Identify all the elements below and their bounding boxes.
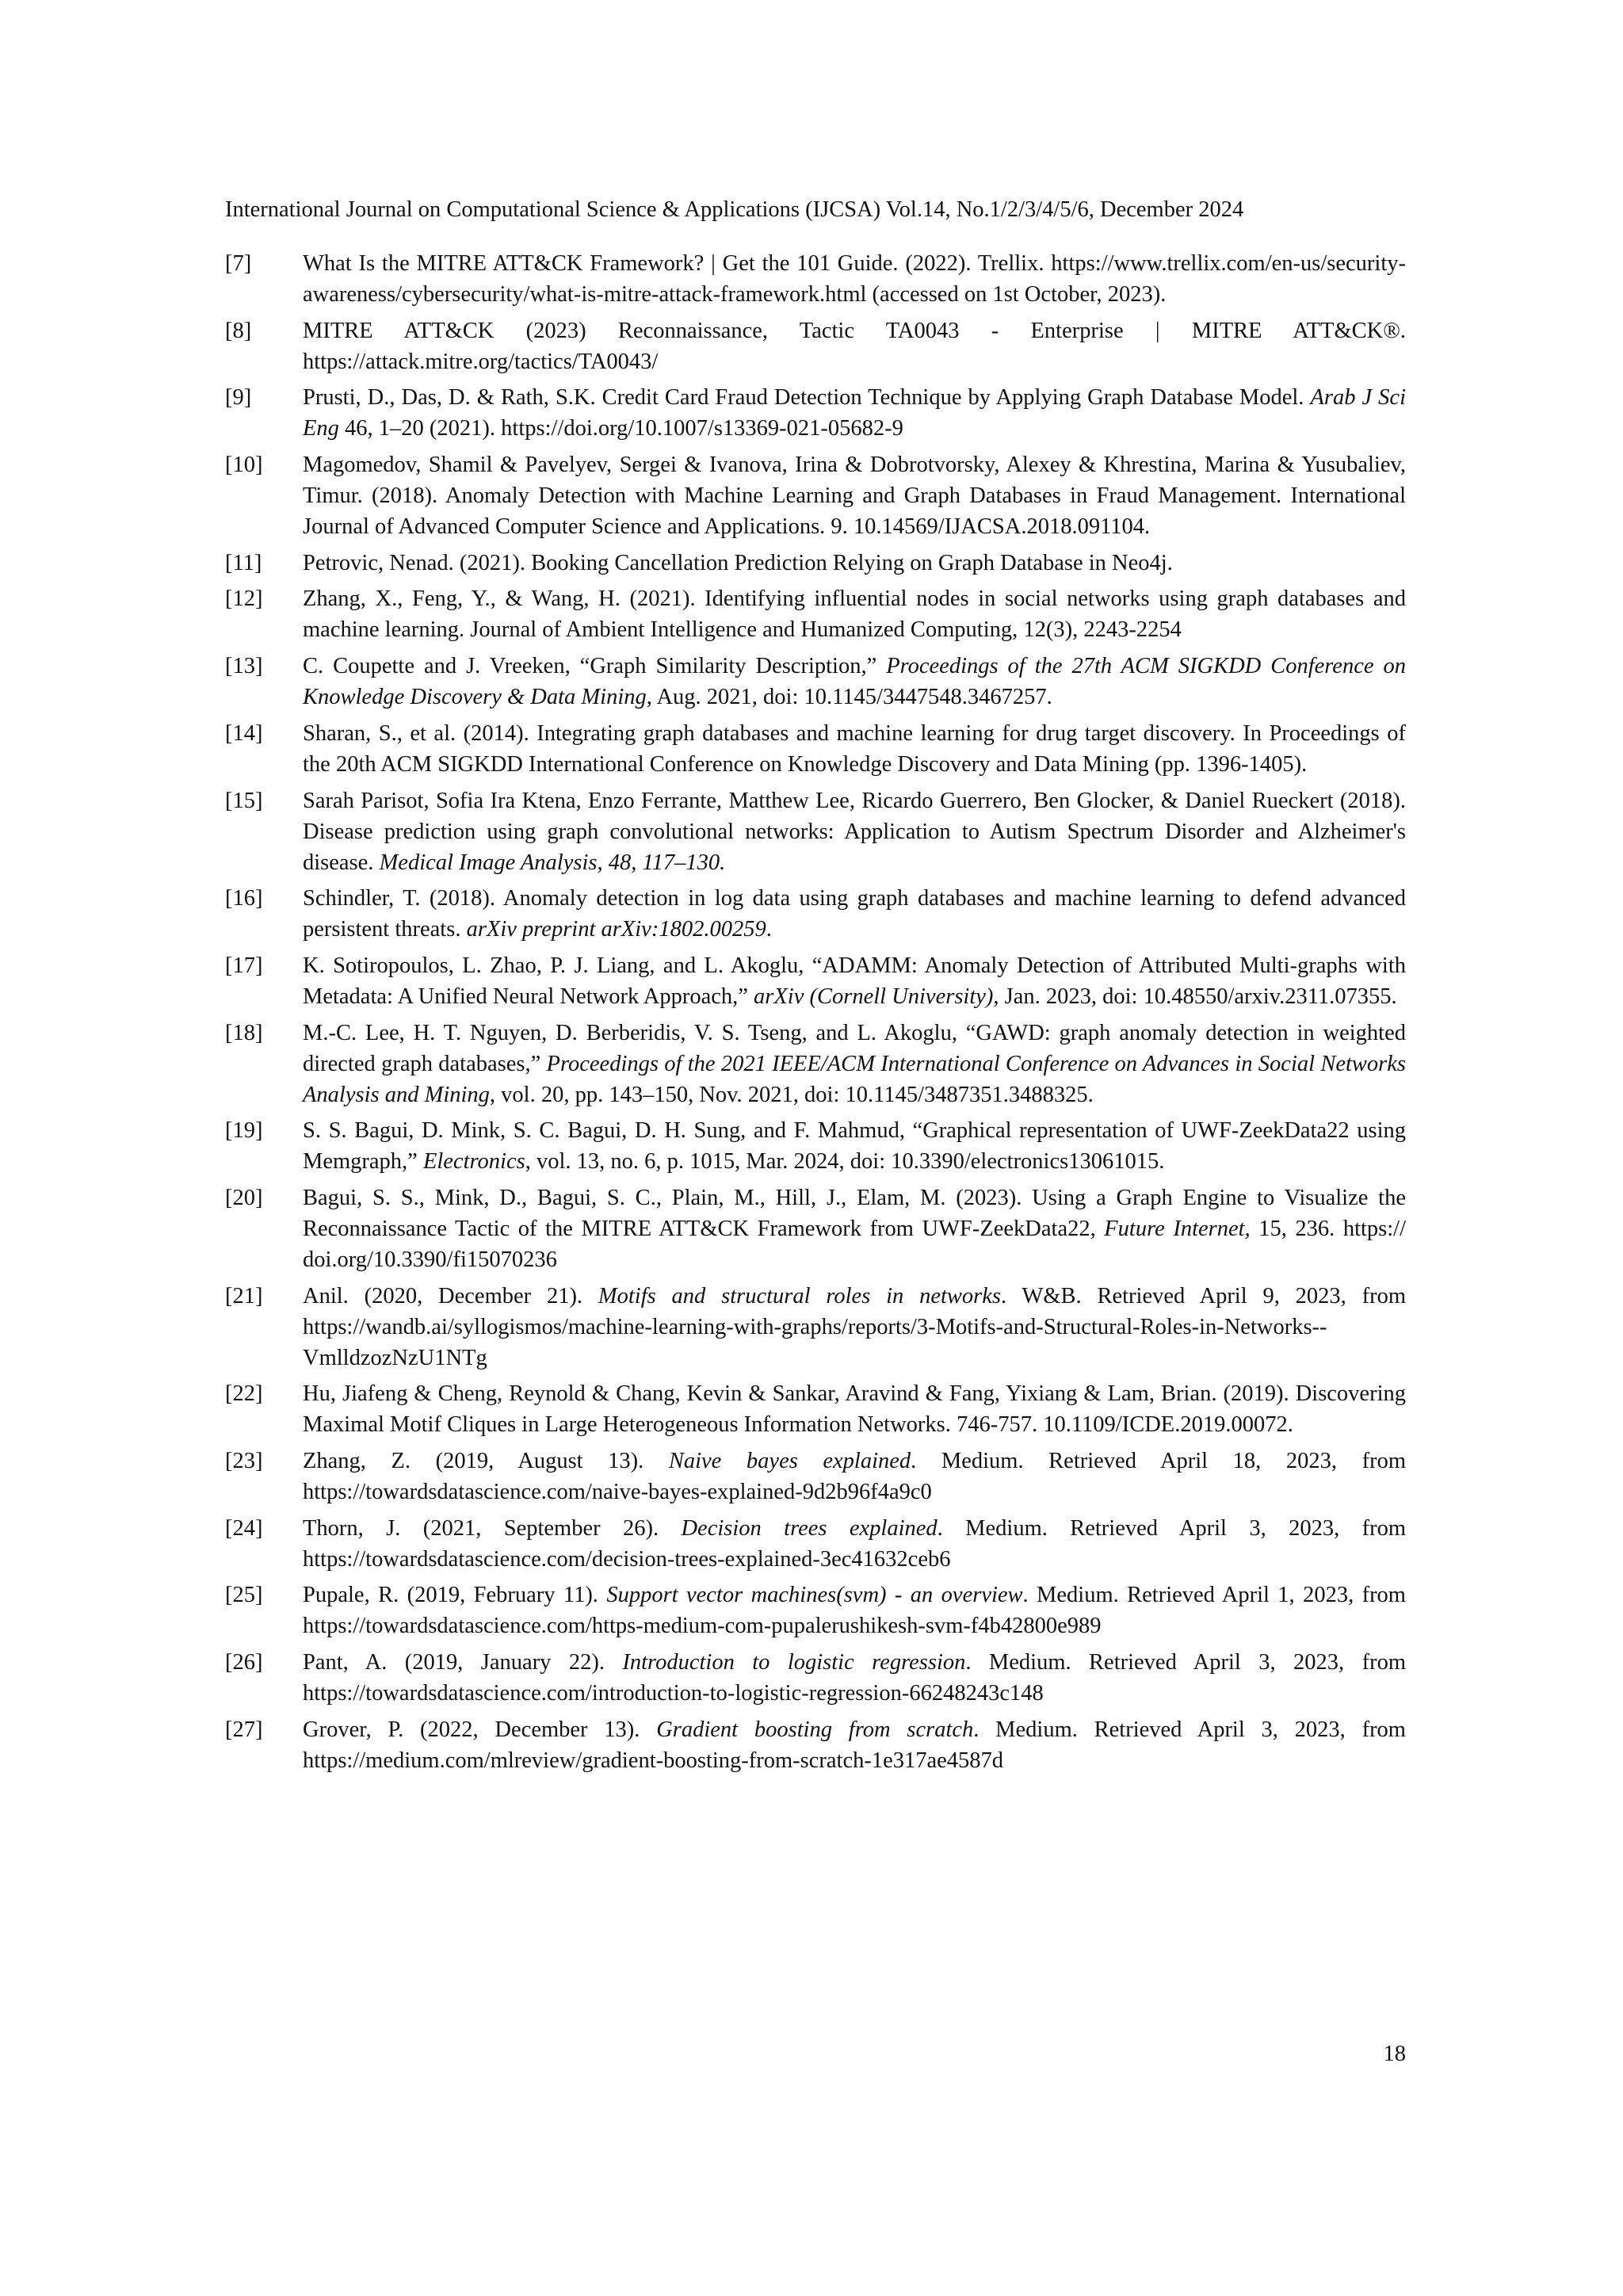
reference-segment: Zhang, Z. (2019, August 13). (303, 1449, 669, 1473)
reference-number: [25] (225, 1583, 263, 1608)
reference-segment: Sharan, S., et al. (2014). Integrating graph databases and machine learning for drug target discovery. In Proceedings of the 20th ACM SIGKDD International Conference on Knowledge Discovery and Data Mining (pp. 1396-1405). (303, 720, 1406, 777)
reference-segment: C. Coupette and J. Vreeken, “Graph Similarity Description,” (303, 654, 887, 679)
reference-text (303, 382, 1406, 444)
reference-number: [13] (225, 654, 263, 679)
reference-segment: M.-C. Lee, H. T. Nguyen, D. Berberidis, V. S. Tseng, and L. Akoglu, “GAWD: graph anomaly detection in weighted directed graph databases,” (303, 1020, 1406, 1076)
reference-text (303, 1446, 1406, 1507)
reference-item (225, 651, 1406, 712)
reference-number: [11] (225, 550, 262, 575)
reference-item (225, 1115, 1406, 1177)
reference-segment: S. S. Bagui, D. Mink, S. C. Bagui, D. H. Sung, and F. Mahmud, “Graphical representation of UWF-ZeekData22 using Memgraph,” (303, 1118, 1406, 1175)
reference-italic-segment: arXiv (Cornell University) (754, 984, 994, 1009)
reference-segment: , vol. 13, no. 6, p. 1015, Mar. 2024, doi: 10.3390/electronics13061015. (525, 1149, 1165, 1175)
reference-item (225, 1281, 1406, 1373)
reference-segment: . Medium. Retrieved April 18, 2023, from https://towardsdatascience.com/naive-bayes-explained-9d2b96f4a9c0 (303, 1449, 1406, 1504)
reference-number: [18] (225, 1020, 263, 1045)
reference-italic-segment: Proceedings of the 2021 IEEE/ACM International Conference on Advances in Social Networks Analysis and Mining (303, 1051, 1407, 1107)
reference-segment: . W&B. Retrieved April 9, 2023, from https://wandb.ai/syllogismos/machine-learning-with-graphs/reports/3-Motifs-and-Structural-Roles-in-Networks--VmlldzozNzU1NTg (303, 1283, 1406, 1370)
reference-segment: Magomedov, Shamil & Pavelyev, Sergei & Ivanova, Irina & Dobrotvorsky, Alexey & Khrestina, Marina & Yusubaliev, Timur. (2018). Anomaly Detection with Machine Learning and Graph Databases in Fraud Management. International Journal of Advanced Computer Science and Applications. 9. 10.14569/IJACSA.2018.091104. (303, 453, 1406, 540)
reference-segment: , Aug. 2021, doi: 10.1145/3447548.3467257. (646, 685, 1052, 710)
reference-item (225, 382, 1406, 444)
reference-number: [15] (225, 788, 263, 813)
reference-segment: . Medium. Retrieved April 3, 2023, from https://towardsdatascience.com/decision-trees-explained-3ec41632ceb6 (303, 1515, 1406, 1572)
page-number: 18 (1383, 2042, 1406, 2066)
reference-item (225, 248, 1406, 310)
reference-segment: Pant, A. (2019, January 22). (303, 1650, 623, 1675)
reference-text (303, 1378, 1406, 1440)
reference-text (303, 950, 1406, 1012)
reference-italic-segment: Naive bayes explained (668, 1449, 911, 1473)
reference-text (303, 1281, 1406, 1373)
reference-segment: . Medium. Retrieved April 3, 2023, from https://towardsdatascience.com/introduction-to-logistic-regression-66248243c148 (303, 1650, 1406, 1706)
reference-italic-segment: Electronics (422, 1149, 525, 1175)
reference-italic-segment: Support vector machines(svm) - an overview (606, 1583, 1023, 1608)
reference-segment: What Is the MITRE ATT&CK Framework? | Get the 101 Guide. (2022). Trellix. https://www.trellix.com/en-us/security-awareness/cybersecurity/what-is-mitre-attack-framework.html (accessed on 1st October, 2023). (303, 251, 1406, 307)
reference-text (303, 651, 1406, 712)
reference-item (225, 449, 1406, 542)
reference-italic-segment: arXiv preprint arXiv:1802.00259 (466, 917, 766, 942)
reference-item (225, 583, 1406, 645)
reference-italic-segment: Proceedings of the 27th ACM SIGKDD Conference on Knowledge Discovery & Data Mining (303, 654, 1406, 710)
reference-segment: Sarah Parisot, Sofia Ira Ktena, Enzo Ferrante, Matthew Lee, Ricardo Guerrero, Ben Glocker, & Daniel Rueckert (2018). Disease prediction using graph convolutional networks: Application to Autism Spectrum Disorder and Alzheimer's disease. (303, 788, 1406, 875)
reference-text (303, 1647, 1406, 1709)
reference-item (225, 1647, 1406, 1709)
reference-number: [17] (225, 953, 263, 978)
reference-italic-segment: Future Internet, (1104, 1216, 1251, 1241)
reference-number: [7] (225, 251, 252, 276)
reference-text (303, 548, 1406, 579)
reference-text (303, 315, 1406, 377)
reference-text (303, 248, 1406, 310)
reference-list (225, 248, 1406, 1781)
reference-number: [21] (225, 1283, 263, 1308)
reference-segment: , vol. 20, pp. 143–150, Nov. 2021, doi: 10.1145/3487351.3488325. (489, 1082, 1094, 1107)
reference-segment: . Medium. Retrieved April 1, 2023, from https://towardsdatascience.com/https-medium-com-pupalerushikesh-svm-f4b42800e989 (303, 1583, 1406, 1639)
reference-item (225, 785, 1406, 878)
reference-segment: , Jan. 2023, doi: 10.48550/arxiv.2311.07355. (993, 984, 1397, 1009)
reference-segment: Schindler, T. (2018). Anomaly detection in log data using graph databases and machine learning to defend advanced persistent threats. (303, 886, 1406, 942)
reference-italic-segment: Decision trees explained (681, 1515, 938, 1541)
reference-text (303, 1580, 1406, 1641)
reference-segment: MITRE ATT&CK (2023) Reconnaissance, Tactic TA0043 - Enterprise | MITRE ATT&CK®. https://attack.mitre.org/tactics/TA0043/ (303, 318, 1406, 374)
reference-number: [26] (225, 1650, 263, 1675)
reference-item (225, 950, 1406, 1012)
reference-text (303, 1513, 1406, 1575)
reference-number: [22] (225, 1381, 263, 1407)
reference-text (303, 785, 1406, 878)
reference-italic-segment: Arab J Sci Eng (303, 385, 1406, 441)
reference-number: [27] (225, 1717, 263, 1742)
reference-italic-segment: Gradient boosting from scratch (656, 1717, 974, 1742)
reference-number: [23] (225, 1449, 263, 1473)
reference-text (303, 1115, 1406, 1177)
reference-item (225, 315, 1406, 377)
reference-text (303, 1714, 1406, 1776)
reference-item (225, 1714, 1406, 1776)
reference-item (225, 548, 1406, 579)
reference-segment: 46, 1–20 (2021). https://doi.org/10.1007/s13369-021-05682-9 (338, 416, 903, 441)
reference-italic-segment: Motifs and structural roles in networks (598, 1283, 1002, 1308)
reference-number: [12] (225, 586, 263, 612)
reference-item (225, 718, 1406, 780)
reference-number: [14] (225, 720, 263, 746)
reference-segment: Thorn, J. (2021, September 26). (303, 1515, 682, 1541)
reference-segment: Hu, Jiafeng & Cheng, Reynold & Chang, Kevin & Sankar, Aravind & Fang, Yixiang & Lam, Brian. (2019). Discovering Maximal Motif Cliques in Large Heterogeneous Information Networks. 746-757. 10.1109/ICDE.2019.00072. (303, 1381, 1406, 1438)
reference-segment: . (766, 917, 772, 942)
reference-segment: . Medium. Retrieved April 3, 2023, from https://medium.com/mlreview/gradient-boosting-from-scratch-1e317ae4587d (303, 1717, 1406, 1773)
running-header: International Journal on Computational Science & Applications (IJCSA) Vol.14, No.1/2/3/4/5/6, December 2024 (225, 197, 1244, 222)
reference-item (225, 1580, 1406, 1641)
reference-item (225, 1018, 1406, 1110)
reference-number: [19] (225, 1118, 263, 1144)
reference-number: [16] (225, 886, 263, 911)
reference-item (225, 1513, 1406, 1575)
reference-segment: Petrovic, Nenad. (2021). Booking Cancellation Prediction Relying on Graph Database in Neo4j. (303, 550, 1173, 575)
reference-number: [10] (225, 453, 263, 478)
reference-item (225, 1446, 1406, 1507)
reference-text (303, 718, 1406, 780)
reference-number: [24] (225, 1515, 263, 1541)
reference-item (225, 883, 1406, 945)
reference-segment: Pupale, R. (2019, February 11). (303, 1583, 607, 1608)
reference-item (225, 1378, 1406, 1440)
reference-number: [8] (225, 318, 252, 343)
reference-number: [9] (225, 385, 252, 411)
reference-segment: Grover, P. (2022, December 13). (303, 1717, 657, 1742)
reference-italic-segment: Medical Image Analysis, 48, 117–130. (379, 850, 726, 875)
reference-segment: 15, 236. https:// doi.org/10.3390/fi15070236 (303, 1216, 1406, 1272)
reference-italic-segment: Introduction to logistic regression (622, 1650, 966, 1675)
reference-segment: Bagui, S. S., Mink, D., Bagui, S. C., Plain, M., Hill, J., Elam, M. (2023). Using a Graph Engine to Visualize the Reconnaissance Tactic of the MITRE ATT&CK Framework from UWF-ZeekData22, (303, 1185, 1406, 1241)
reference-segment: Anil. (2020, December 21). (303, 1283, 598, 1308)
reference-text (303, 1018, 1406, 1110)
reference-segment: K. Sotiropoulos, L. Zhao, P. J. Liang, and L. Akoglu, “ADAMM: Anomaly Detection of Attributed Multi-graphs with Metadata: A Unified Neural Network Approach,” (303, 953, 1406, 1009)
reference-segment: Zhang, X., Feng, Y., & Wang, H. (2021). Identifying influential nodes in social networks using graph databases and machine learning. Journal of Ambient Intelligence and Humanized Computing, 12(3), 2243-2254 (303, 586, 1406, 643)
reference-text (303, 583, 1406, 645)
reference-segment: Prusti, D., Das, D. & Rath, S.K. Credit Card Fraud Detection Technique by Applying Graph Database Model. (303, 385, 1311, 411)
reference-text (303, 449, 1406, 542)
reference-text (303, 1182, 1406, 1275)
reference-text (303, 883, 1406, 945)
reference-item (225, 1182, 1406, 1275)
reference-number: [20] (225, 1185, 263, 1210)
